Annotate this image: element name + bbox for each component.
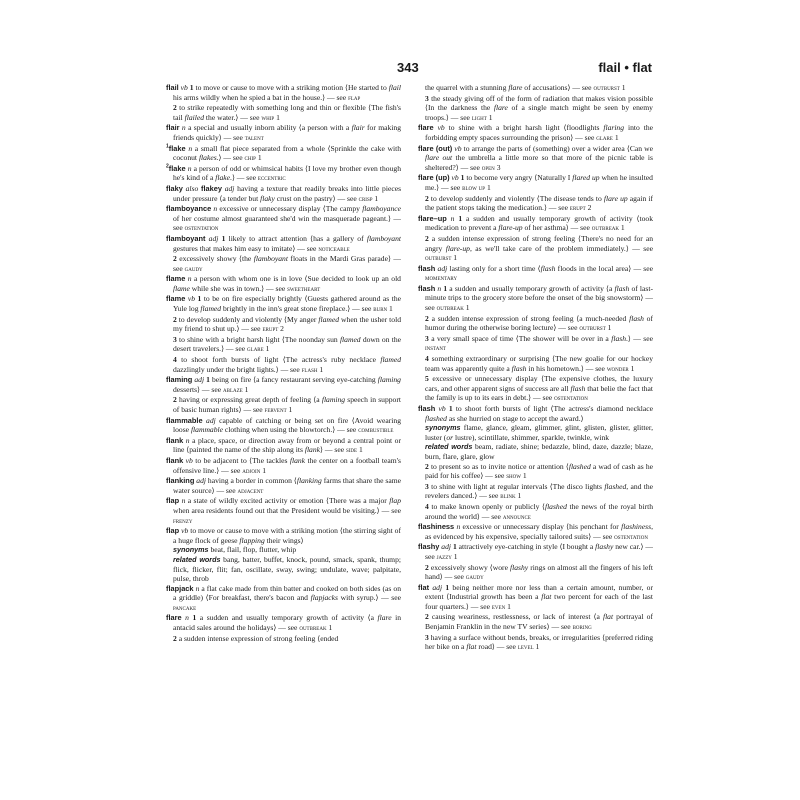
dictionary-entry: $^1$flake n a small flat piece separated from a whole ⟨Sprinkle the cake with coconut flakes.⟩ — see chip 1 [166, 143, 401, 163]
guide-words: flail • flat [598, 60, 652, 75]
dictionary-entry: flapjack n a flat cake made from thin batter and cooked on both sides (as on a griddle) ⟨For breakfast, there's bacon and flapjacks with syrup.⟩ — see pancake [166, 583, 401, 612]
page-number: 343 [397, 60, 419, 75]
entry-sense: the quarrel with a stunning flare of accusations⟩ — see outburst 1 [425, 83, 626, 92]
dictionary-entry: flaming adj 1 being on fire ⟨a fancy restaurant serving eye-catching flaming desserts⟩ — see ablaze 1 [166, 375, 401, 394]
entry-sense: 2 to develop suddenly and violently ⟨My anger flamed when the usher told my friend to shut up.⟩ — see erupt 2 [173, 314, 401, 334]
entry-sense: synonyms beat, flail, flop, flutter, whip [173, 545, 297, 555]
entry-sense: related words beam, radiate, shine; bedazzle, blind, daze, dazzle; blaze, burn, flare, glare, glow [425, 442, 653, 461]
entry-sense: 3 the steady giving off of the form of radiation that makes vision possible ⟨In the darkness the flare of a single match might be seen by enemy troops.⟩ — see light 1 [425, 93, 653, 122]
entry-sense: 3 to shine with a bright harsh light ⟨The noonday sun flamed down on the desert travelers.⟩ — see glare 1 [173, 334, 401, 354]
entry-sense: 2 to strike repeatedly with something long and thin or flexible ⟨The fish's tail flailed the water.⟩ — see whip 1 [173, 103, 401, 122]
entry-sense: 2 excessively showy ⟨the flamboyant floats in the Mardi Gras parade⟩ — see gaudy [173, 254, 401, 273]
dictionary-entry: flare (up) vb 1 to become very angry ⟨Naturally I flared up when he insulted me.⟩ — see blow up 1 [418, 173, 653, 192]
entry-sense: 4 something extraordinary or surprising ⟨The new goalie for our hockey team was apparently quite a flash in his hometown.⟩ — see wonder 1 [425, 354, 653, 373]
entry-sense: synonyms flame, glance, gleam, glimmer, glint, glisten, glister, glitter, luster (or lustre), scintillate, shimmer, sparkle, twinkle, wink [425, 423, 653, 442]
left-column [166, 83, 401, 743]
entry-sense: 2 excessively showy ⟨wore flashy rings on almost all the fingers of his left hand⟩ — see gaudy [425, 562, 653, 582]
entry-sense: related words bang, batter, buffet, knock, pound, smack, spank, thump; flick, flicker, flit; fan, oscillate, sway, swing; undulate, wave; palpitate, pulse, throb [173, 554, 401, 584]
dictionary-entry: flame vb 1 to be on fire especially brightly ⟨Guests gathered around as the Yule log flamed brightly in the inn's great stone fireplace.⟩ — see burn 1 [166, 294, 401, 314]
dictionary-entry: flail vb 1 to move or cause to move with a striking motion ⟨He started to flail his arms wildly when he spied a bat in the house.⟩ — see flap [166, 83, 401, 102]
dictionary-entry: flaky also flakey adj having a texture that readily breaks into little pieces under pressure ⟨a tender but flaky crust on the pastry⟩ — see crisp 1 [166, 183, 401, 203]
entry-sense: 2 having or expressing great depth of feeling ⟨a flaming speech in support of basic human rights⟩ — see fervent 1 [173, 395, 401, 414]
entry-sense: 2 a sudden intense expression of strong feeling ⟨a much-needed flash of humor during the otherwise boring lecture⟩ — see outburst 1 [425, 313, 653, 333]
dictionary-entry: flash vb 1 to shoot forth bursts of light ⟨The actress's diamond necklace flashed as she hurried on stage to accept the award.⟩ [418, 404, 653, 423]
dictionary-entry: flap n a state of wildly excited activity or emotion ⟨There was a major flap when area residents found out that the President would be visiting.⟩ — see frenzy [166, 496, 401, 525]
dictionary-entry: flash n 1 a sudden and usually temporary growth of activity ⟨a flash of last-minute trips to the grocery store before the onset of the big snowstorm⟩ — see outbreak 1 [418, 283, 653, 313]
dictionary-entry: flat adj 1 being neither more nor less than a certain amount, number, or extent ⟨Industrial growth has been a flat two percent for each of the last four quarters.⟩ — see even 1 [418, 582, 653, 611]
dictionary-entry: flare n 1 a sudden and usually temporary growth of activity ⟨a flare in antacid sales around the holidays⟩ — see outbreak 1 [166, 613, 401, 633]
entry-sense: 3 to shine with light at regular intervals ⟨The disco lights flashed, and the revelers danced.⟩ — see blink 1 [425, 481, 653, 501]
dictionary-entry: flap vb to move or cause to move with a striking motion ⟨the stirring sight of a huge flock of geese flapping their wings⟩ [166, 526, 401, 545]
dictionary-entry: flank vb to be adjacent to ⟨The tackles flank the center on a football team's offensive line.⟩ — see adjoin 1 [166, 455, 401, 475]
entry-sense: 2 causing weariness, restlessness, or lack of interest ⟨a flat portrayal of Benjamin Franklin in the new TV series⟩ — see boring [425, 612, 653, 632]
dictionary-entry: flair n a special and usually inborn ability ⟨a person with a flair for making friends quickly⟩ — see talent [166, 123, 401, 142]
entry-sense: 2 to present so as to invite notice or attention ⟨flashed a wad of cash as he paid for his coffee⟩ — see show 1 [425, 461, 653, 481]
entry-sense: 4 to shoot forth bursts of light ⟨The actress's ruby necklace flamed dazzlingly under the bright lights.⟩ — see flash 1 [173, 355, 401, 374]
dictionary-entry: flamboyance n excessive or unnecessary display ⟨The campy flamboyance of her costume almost guaranteed she'd win the masquerade pageant.⟩ — see ostentation [166, 204, 401, 233]
entry-sense: 3 having a surface without bends, breaks, or irregularities ⟨preferred riding her bike on a flat road⟩ — see level 1 [425, 632, 653, 652]
dictionary-entry: $^2$flake n a person of odd or whimsical habits ⟨I love my brother even though he's kind of a flake.⟩ — see eccentric [166, 163, 401, 183]
entry-sense: 4 to make known openly or publicly ⟨flashed the news of the royal birth around the world⟩ — see announce [425, 501, 653, 521]
dictionary-entry: flashy adj 1 attractively eye-catching in style ⟨I bought a flashy new car.⟩ — see jazzy 1 [418, 542, 653, 561]
right-column [418, 83, 653, 743]
dictionary-entry: flare (out) vb to arrange the parts of (something) over a wider area ⟨Can we flare out the umbrella a little more so that more of the picnic table is sheltered?⟩ — see open 3 [418, 143, 653, 172]
entry-sense: 5 excessive or unnecessary display ⟨The expensive clothes, the luxury cars, and other apparent signs of success are all flash that belie the fact that the family is up to its ears in debt.⟩ — see ostentation [425, 374, 653, 403]
dictionary-entry: flashiness n excessive or unnecessary display ⟨his penchant for flashiness, as evidenced by his expensive, specially tailored suits⟩ — see ostentation [418, 522, 653, 541]
dictionary-entry: flare–up n 1 a sudden and usually temporary growth of activity ⟨took medication to prevent a flare-up of her asthma⟩ — see outbreak 1 [418, 213, 653, 233]
dictionary-entry: flanking adj having a border in common ⟨flanking farms that share the same water source⟩ — see adjacent [166, 476, 401, 495]
entry-sense: 3 a very small space of time ⟨The shower will be over in a flash.⟩ — see instant [425, 333, 653, 353]
dictionary-entry: flank n a place, space, or direction away from or beyond a central point or line ⟨painted the name of the ship along its flank⟩ — see side 1 [166, 435, 401, 455]
dictionary-entry: flame n a person with whom one is in love ⟨Sue decided to look up an old flame while she was in town.⟩ — see sweetheart [166, 274, 401, 293]
dictionary-entry: flare vb to shine with a bright harsh light ⟨floodlights flaring into the forbidding empty spaces surrounding the prison⟩ — see glare 1 [418, 123, 653, 142]
dictionary-entry: flammable adj capable of catching or being set on fire ⟨Avoid wearing loose flammable clothing when using the blowtorch.⟩ — see combustible [166, 415, 401, 435]
entry-sense: 2 to develop suddenly and violently ⟨The disease tends to flare up again if the patient stops taking the medication.⟩ — see erupt 2 [425, 193, 653, 213]
entry-sense: 2 a sudden intense expression of strong feeling ⟨ended [173, 633, 339, 643]
dictionary-entry: flash adj lasting only for a short time ⟨flash floods in the local area⟩ — see momentary [418, 263, 653, 283]
entry-sense: 2 a sudden intense expression of strong feeling ⟨There's no need for an angry flare-up, as we'll take care of the problem immediately.⟩ — see outburst 1 [425, 233, 653, 263]
dictionary-entry: flamboyant adj 1 likely to attract attention ⟨has a gallery of flamboyant gestures that makes him easy to imitate⟩ — see noticeable [166, 233, 401, 253]
